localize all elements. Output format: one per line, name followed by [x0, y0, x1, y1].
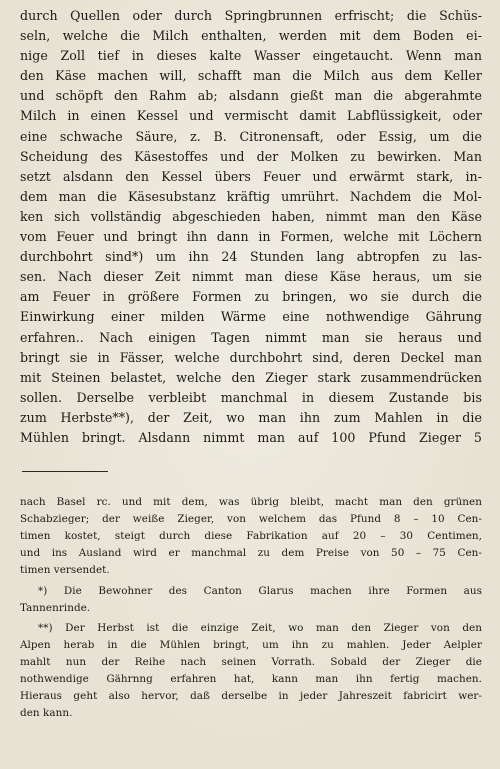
footnote-line: Tannenrinde.	[20, 601, 91, 614]
body-line: bringt sie in Fässer, welche durchbohrt sind, deren Deckel man	[20, 349, 482, 365]
body-line: eine schwache Säure, z. B. Citronensaft, oder Essig, um die	[20, 128, 482, 144]
body-line: Einwirkung einer milden Wärme eine nothwendige Gährung	[20, 309, 482, 325]
body-line: seln, welche die Milch enthalten, werden mit dem Boden ei-	[20, 28, 482, 44]
footnote-separator-rule	[22, 471, 108, 472]
body-line: dem man die Käsesubstanz kräftig umrührt. Nachdem die Mol-	[20, 188, 482, 204]
body-line: zum Herbste**), der Zeit, wo man ihn zum Mahlen in die	[20, 409, 482, 425]
footnote-line: Alpen herab in die Mühlen bringt, um ihn zu mahlen. Jeder Aelpler	[20, 639, 482, 652]
body-line: durchbohrt sind*) um ihn 24 Stunden lang abtropfen zu las-	[20, 249, 482, 265]
body-line: am Feuer in größere Formen zu bringen, wo sie durch die	[20, 289, 482, 305]
main-body-text	[20, 6, 482, 448]
footnote-line: nach Basel rc. und mit dem, was übrig bleibt, macht man den grünen	[20, 496, 482, 509]
body-line: nige Zoll tief in dieses kalte Wasser eingetaucht. Wenn man	[20, 48, 482, 64]
footnote-2	[20, 620, 482, 721]
footnote-line: Hieraus geht also hervor, daß derselbe in jeder Jahreszeit fabricirt wer-	[20, 690, 482, 703]
body-line: Mühlen bringt. Alsdann nimmt man auf 100 Pfund Zieger 5	[20, 429, 482, 445]
body-line: durch Quellen oder durch Springbrunnen erfrischt; die Schüs-	[20, 8, 482, 23]
footnotes-section	[20, 494, 482, 722]
body-line: und schöpft den Rahm ab; alsdann gießt man die abgerahmte	[20, 88, 482, 104]
body-line: den Käse machen will, schafft man die Milch aus dem Keller	[20, 68, 482, 84]
body-line: sollen. Derselbe verbleibt manchmal in diesem Zustande bis	[20, 389, 482, 405]
body-line: setzt alsdann den Kessel übers Feuer und erwärmt stark, in-	[20, 168, 482, 184]
body-line: mit Steinen belastet, welche den Zieger stark zusammendrücken	[20, 369, 482, 385]
footnote-line: und ins Ausland wird er manchmal zu dem Preise von 50 – 75 Cen-	[20, 546, 482, 559]
body-line: ken sich vollständig abgeschieden haben, nimmt man den Käse	[20, 208, 482, 224]
footnote-line: den kann.	[20, 706, 73, 719]
body-line: erfahren.. Nach einigen Tagen nimmt man sie heraus und	[20, 329, 482, 345]
footnote-1	[20, 583, 482, 617]
footnote-line: **) Der Herbst ist die einzige Zeit, wo man den Zieger von den	[38, 622, 482, 635]
body-line: sen. Nach dieser Zeit nimmt man diese Käse heraus, um sie	[20, 269, 482, 285]
footnote-continuation	[20, 494, 482, 579]
body-line: Milch in einen Kessel und vermischt damit Labflüssigkeit, oder	[20, 108, 482, 124]
body-line: vom Feuer und bringt ihn dann in Formen, welche mit Löchern	[20, 229, 482, 245]
footnote-line: *) Die Bewohner des Canton Glarus machen ihre Formen aus	[38, 584, 482, 597]
footnote-line: mahlt nun der Reihe nach seinen Vorrath. Sobald der Zieger die	[20, 656, 482, 669]
footnote-line: timen kostet, steigt durch diese Fabrikation auf 20 – 30 Centimen,	[20, 529, 482, 542]
footnote-line: timen versendet.	[20, 563, 110, 576]
footnote-line: nothwendige Gährnng erfahren hat, kann man ihn fertig machen.	[20, 673, 482, 686]
body-line: Scheidung des Käsestoffes und der Molken zu bewirken. Man	[20, 148, 482, 164]
footnote-line: Schabzieger; der weiße Zieger, von welchem das Pfund 8 – 10 Cen-	[20, 512, 482, 525]
